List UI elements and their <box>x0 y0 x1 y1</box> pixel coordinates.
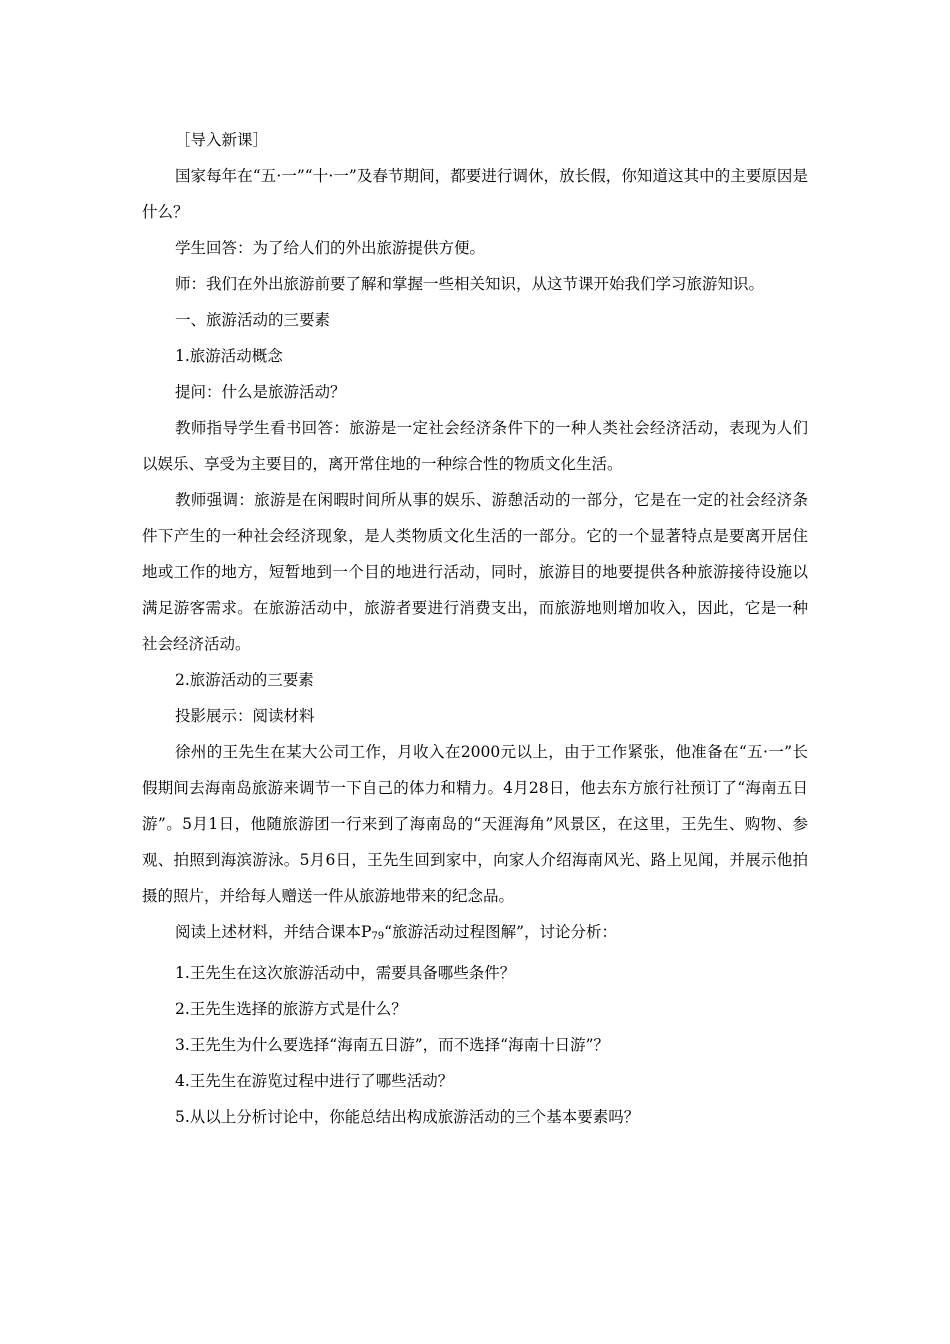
paragraph: 投影展示：阅读材料 <box>175 707 315 725</box>
question-item: 5.从以上分析讨论中，你能总结出构成旅游活动的三个基本要素吗？ <box>175 1108 640 1126</box>
subsection-heading: 2.旅游活动的三要素 <box>175 671 314 689</box>
reading-prefix: 阅读上述材料，并结合课本P <box>175 923 372 941</box>
paragraph: 教师强调：旅游是在闲暇时间所从事的娱乐、游憩活动的一部分，它是在一定的社会经济条件下产生的一种社会经济现象，是人类物质文化生活的一部分。它的一个显著特点是要离开居住地或工作的地方，短暂地到一个目的地进行活动，同时，旅游目的地要提供各种旅游接待设施以满足游客需求。在旅游活动中，旅游者要进行消费支出，而旅游地则增加收入，因此，它是一种社会经济活动。 <box>142 491 808 653</box>
document-body <box>142 122 808 1135</box>
reading-material: 徐州的王先生在某大公司工作，月收入在2000元以上，由于工作紧张，他准备在“五·一”长假期间去海南岛旅游来调节一下自己的体力和精力。4月28日，他去东方旅行社预订了“海南五日游”。5月1日，他随旅游团一行来到了海南岛的“天涯海角”风景区，在这里，王先生、购物、参观、拍照到海滨游泳。5月6日，王先生回到家中，向家人介绍海南风光、路上见闻，并展示他拍摄的照片，并给每人赠送一件从旅游地带来的纪念品。 <box>142 743 808 905</box>
paragraph: 教师指导学生看书回答：旅游是一定社会经济条件下的一种人类社会经济活动，表现为人们以娱乐、享受为主要目的，离开常住地的一种综合性的物质文化生活。 <box>142 419 808 473</box>
reading-instruction <box>142 914 808 955</box>
question-item: 1.王先生在这次旅游活动中，需要具备哪些条件？ <box>175 964 516 982</box>
paragraph: 师：我们在外出旅游前要了解和掌握一些相关知识，从这节课开始我们学习旅游知识。 <box>175 275 765 293</box>
question-item: 3.王先生为什么要选择“海南五日游”，而不选择“海南十日游”？ <box>175 1036 609 1054</box>
paragraph: 学生回答：为了给人们的外出旅游提供方便。 <box>175 239 486 257</box>
section-heading: 一、旅游活动的三要素 <box>175 311 331 329</box>
subsection-heading: 1.旅游活动概念 <box>175 347 283 365</box>
question-item: 2.王先生选择的旅游方式是什么？ <box>175 1000 407 1018</box>
page-number-subscript: 79 <box>371 931 385 942</box>
paragraph: 国家每年在“五·一”“十·一”及春节期间，都要进行调休，放长假，你知道这其中的主要原因是什么？ <box>142 167 808 221</box>
reading-suffix: “旅游活动过程图解”，讨论分析： <box>384 923 618 941</box>
paragraph: 提问：什么是旅游活动？ <box>175 383 346 401</box>
section-heading-intro: ［导入新课］ <box>175 131 269 149</box>
question-item: 4.王先生在游览过程中进行了哪些活动？ <box>175 1072 454 1090</box>
